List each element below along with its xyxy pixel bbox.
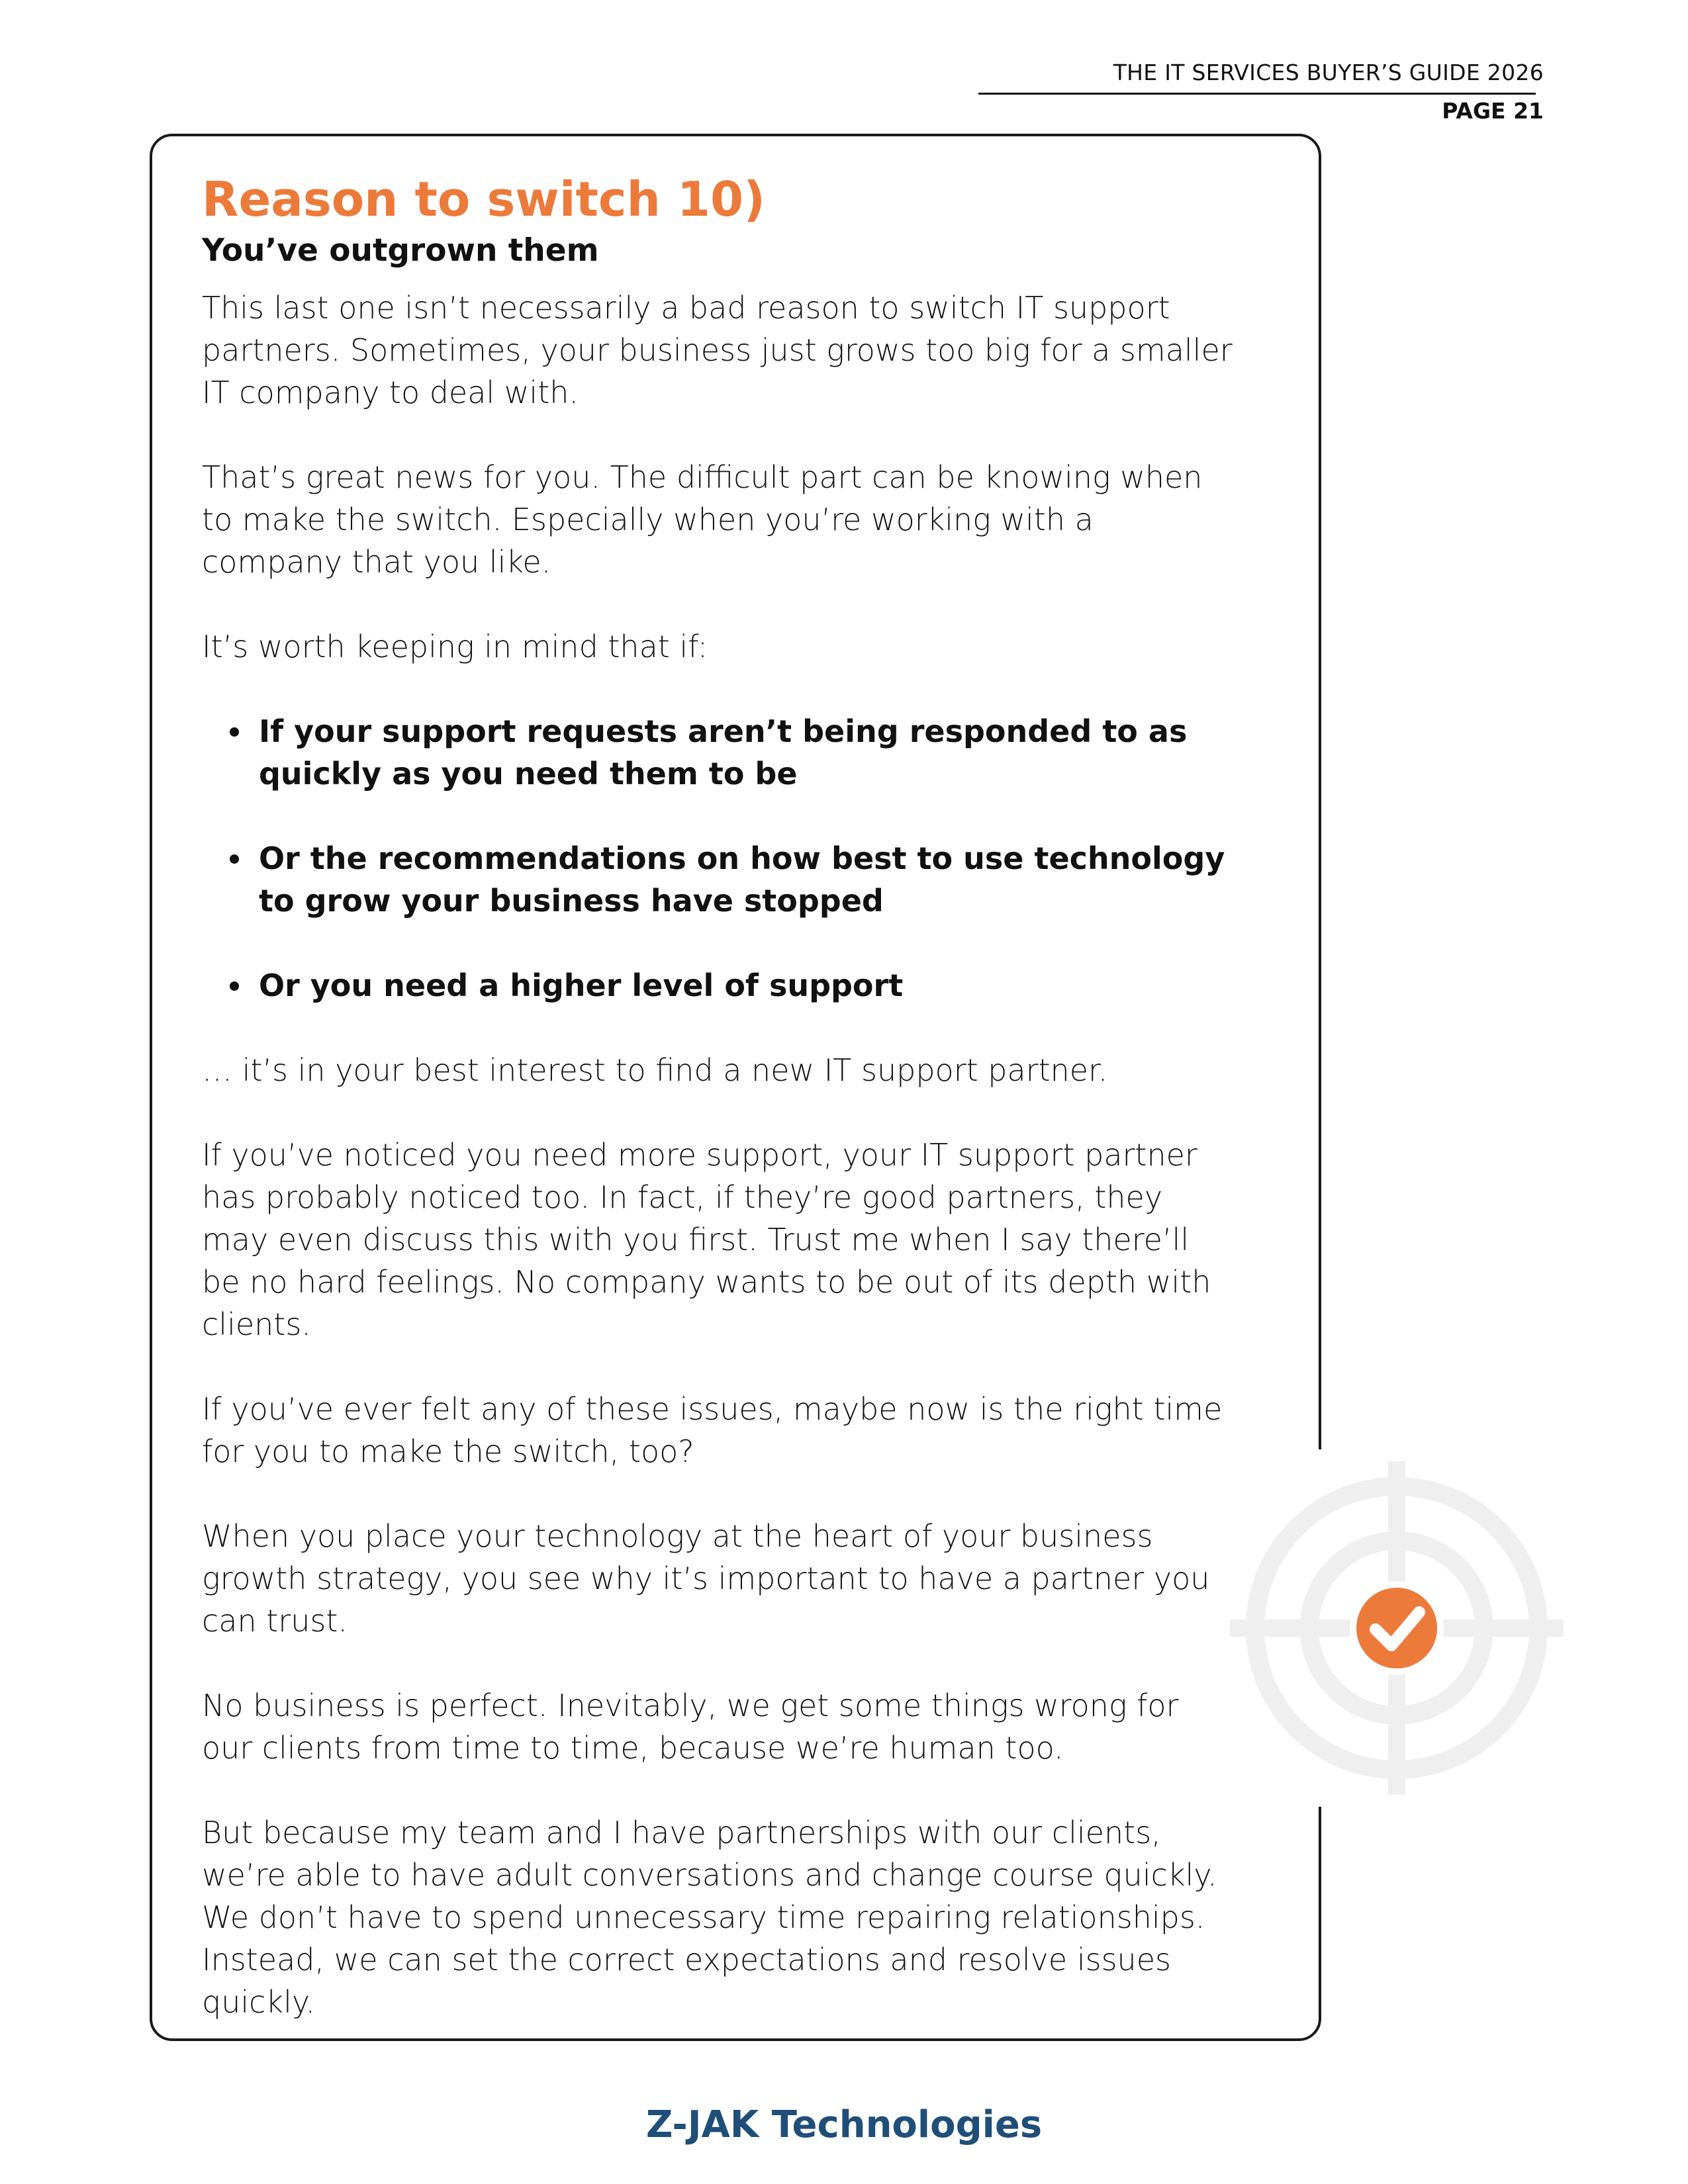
guide-title: THE IT SERVICES BUYER’S GUIDE 2026 <box>1113 60 1544 85</box>
bullet-dot <box>230 727 239 737</box>
paragraph: When you place your technology at the heart of your business growth strategy, you see why it’s important to have a partner you can trust. <box>202 1518 1210 1639</box>
paragraph: If you’ve ever felt any of these issues, maybe now is the right time for you to make the switch, too? <box>202 1391 1223 1469</box>
bullet-item <box>202 837 1235 922</box>
bullet-text: If your support requests aren’t being responded to as quickly as you need them to be <box>259 713 1188 792</box>
paragraph: That’s great news for you. The difficult part can be knowing when to make the switch. Especially when you’re working with a company that you like. <box>202 459 1203 580</box>
paragraph: No business is perfect. Inevitably, we get some things wrong for our clients from time to time, because we’re human too. <box>202 1688 1179 1766</box>
paragraph: But because my team and I have partnerships with our clients, we’re able to have adult conversations and change course quickly. We don’t have to spend unnecessary time repairing relationships. Instead, we can set the correct expectations and resolve issues quickly. <box>202 1815 1217 2020</box>
bullet-text: Or the recommendations on how best to use technology to grow your business have stopped <box>259 841 1225 919</box>
bullet-item <box>202 710 1235 795</box>
bullet-item <box>202 964 1235 1007</box>
target-check-icon <box>1218 1449 1575 1807</box>
page-number: PAGE 21 <box>1442 98 1544 124</box>
section-content <box>202 169 1235 2066</box>
paragraph: It’s worth keeping in mind that if: <box>202 629 708 664</box>
header-rule <box>978 93 1536 95</box>
paragraph: If you’ve noticed you need more support, your IT support partner has probably noticed too. In fact, if they’re good partners, they may even discuss this with you first. Trust me when I say there’ll be no hard feelings. No company wants to be out of its depth with clients. <box>202 1137 1211 1342</box>
company-footer: Z-JAK Technologies <box>645 2103 1043 2146</box>
paragraph: … it’s in your best interest to find a new IT support partner. <box>202 1052 1108 1088</box>
bullet-text: Or you need a higher level of support <box>259 968 904 1003</box>
section-title: Reason to switch 10) <box>202 171 766 227</box>
bullet-dot <box>230 981 239 991</box>
bullet-list <box>202 710 1235 1007</box>
bullet-dot <box>230 854 239 864</box>
section-subtitle: You’ve outgrown them <box>202 232 599 269</box>
paragraph: This last one isn’t necessarily a bad reason to switch IT support partners. Sometimes, your business just grows too big for a smaller IT company to deal with. <box>202 290 1233 410</box>
